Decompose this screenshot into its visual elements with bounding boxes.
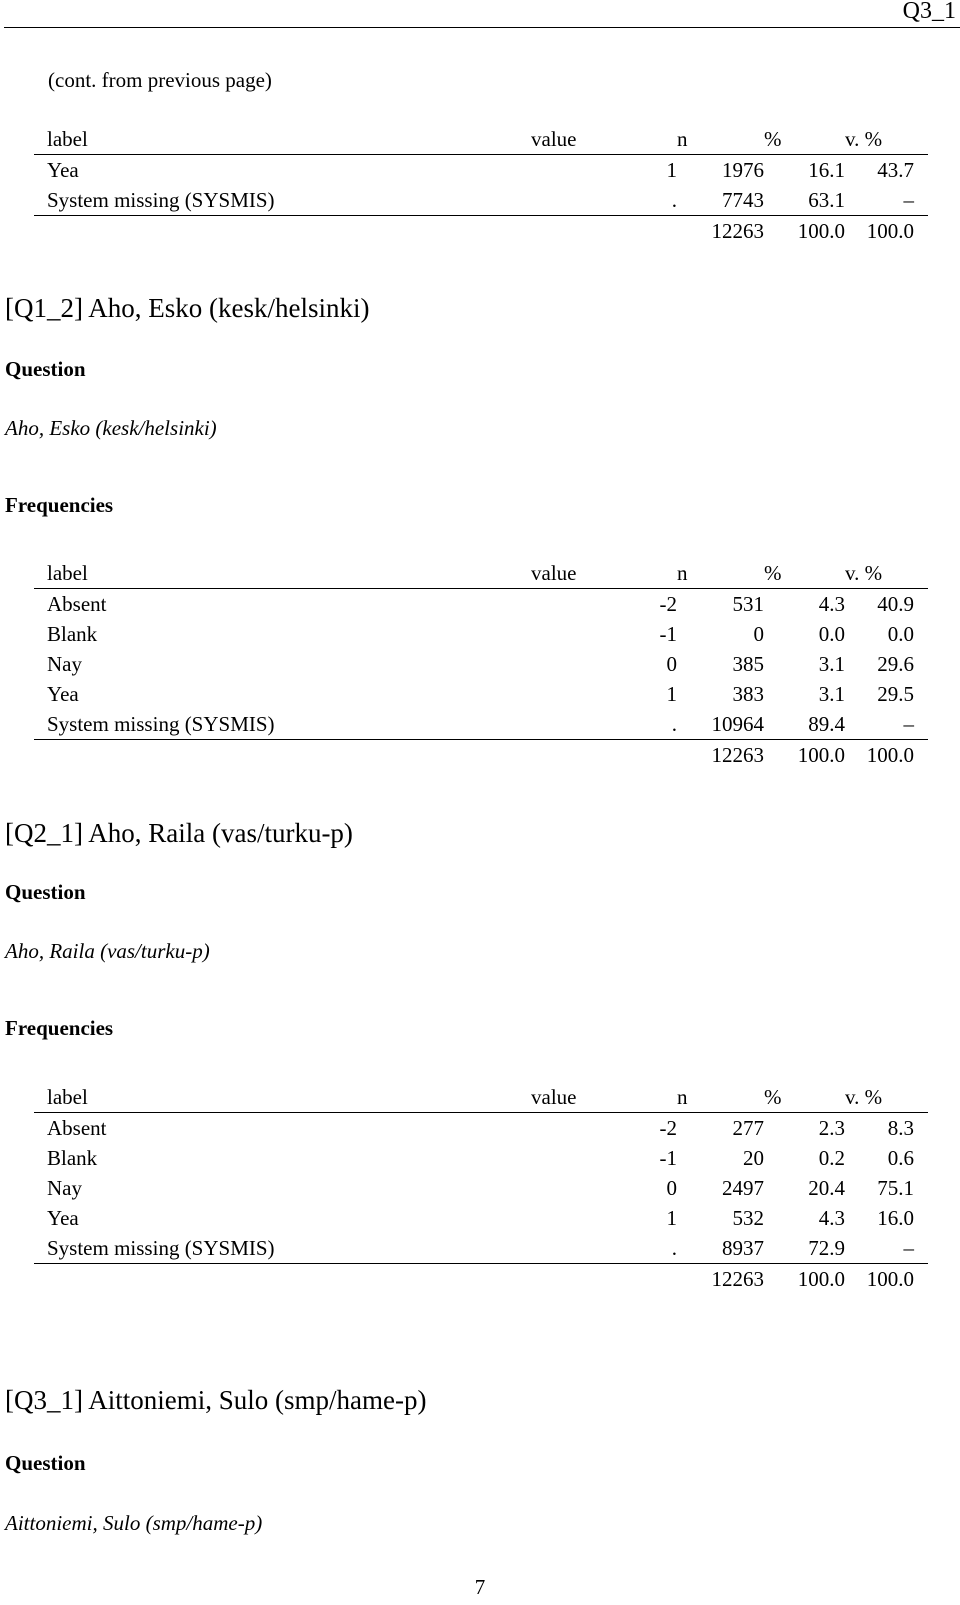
- cell-label: System missing (SYSMIS): [34, 709, 531, 740]
- table-row: [34, 185, 928, 216]
- header-rule: [4, 27, 960, 28]
- cell-n: 383: [732, 682, 764, 706]
- col-pct: %: [764, 1082, 845, 1113]
- col-label: label: [34, 1082, 531, 1113]
- col-n: n: [677, 558, 764, 589]
- cell-pct: 63.1: [764, 185, 845, 216]
- cell-label: Yea: [47, 158, 79, 182]
- cell-pct: 0.0: [818, 622, 845, 646]
- table-header-row: [34, 1082, 928, 1113]
- cell-vpct: 43.7: [877, 158, 914, 182]
- cell-value: .: [531, 185, 677, 216]
- frequency-table-q2-1: [34, 1082, 928, 1294]
- cell-value: -2: [659, 1116, 677, 1140]
- cell-value: 1: [666, 158, 677, 182]
- cell-n: 277: [732, 1116, 764, 1140]
- col-value: value: [531, 558, 677, 589]
- col-label: label: [34, 558, 531, 589]
- frequencies-heading: Frequencies: [5, 1016, 114, 1040]
- cell-n: 1976: [722, 158, 764, 182]
- cell-vpct: 40.9: [877, 592, 914, 616]
- col-n: n: [677, 124, 764, 155]
- question-text: Aho, Esko (kesk/helsinki): [5, 416, 217, 440]
- col-value: value: [531, 1082, 677, 1113]
- question-text: Aittoniemi, Sulo (smp/hame-p): [5, 1511, 263, 1535]
- cell-n: 531: [732, 592, 764, 616]
- cell-n: 8937: [677, 1233, 764, 1264]
- cell-label: Yea: [47, 682, 79, 706]
- page-number: 7: [474, 1575, 486, 1599]
- table-total-row: [34, 740, 928, 771]
- cell-value: -2: [659, 592, 677, 616]
- question-heading: Question: [5, 357, 86, 381]
- cell-label: Absent: [47, 1116, 107, 1140]
- cell-pct: 16.1: [808, 158, 845, 182]
- col-vpct: v. %: [845, 558, 928, 589]
- cell-pct: 100.0: [797, 743, 845, 767]
- cell-n: 20: [743, 1146, 764, 1170]
- cell-n: 12263: [711, 219, 764, 243]
- question-heading: Question: [5, 880, 86, 904]
- col-value: value: [531, 124, 677, 155]
- cell-n: 532: [732, 1206, 764, 1230]
- cell-value: [531, 216, 677, 247]
- running-header: [0, 0, 960, 28]
- frequency-table-q1-2: [34, 558, 928, 770]
- cell-vpct: 100.0: [866, 219, 914, 243]
- table-header-row: [34, 124, 928, 155]
- cell-pct: 100.0: [797, 1267, 845, 1291]
- cell-value: 1: [666, 1206, 677, 1230]
- cell-vpct: –: [845, 185, 928, 216]
- cell-value: .: [531, 709, 677, 740]
- cell-vpct: 0.6: [887, 1146, 914, 1170]
- cell-value: .: [531, 1233, 677, 1264]
- col-pct: %: [764, 124, 845, 155]
- cell-value: -1: [659, 622, 677, 646]
- table-row: [34, 1173, 928, 1203]
- cell-vpct: –: [845, 709, 928, 740]
- cell-vpct: 16.0: [877, 1206, 914, 1230]
- cell-pct: 2.3: [818, 1116, 845, 1140]
- section-title-q1-2: [Q1_2] Aho, Esko (kesk/helsinki): [5, 293, 370, 323]
- table-row: [34, 589, 928, 620]
- cell-value: [531, 740, 677, 771]
- cell-label: Blank: [47, 622, 98, 646]
- table-row: [34, 619, 928, 649]
- table-row: [34, 1233, 928, 1264]
- header-label: Q3_1: [902, 0, 956, 24]
- cell-value: [531, 1264, 677, 1295]
- cell-n: 10964: [677, 709, 764, 740]
- cell-n: 2497: [722, 1176, 764, 1200]
- cell-pct: 20.4: [808, 1176, 845, 1200]
- cell-value: 0: [666, 652, 677, 676]
- continuation-note: (cont. from previous page): [48, 68, 272, 92]
- cell-label: [34, 740, 531, 771]
- cell-vpct: 100.0: [866, 743, 914, 767]
- cell-vpct: 8.3: [887, 1116, 914, 1140]
- cell-n: 12263: [711, 1267, 764, 1291]
- cell-label: Nay: [47, 1176, 82, 1200]
- col-vpct: v. %: [845, 124, 928, 155]
- cell-pct: 4.3: [818, 592, 845, 616]
- col-n: n: [677, 1082, 764, 1113]
- question-text: Aho, Raila (vas/turku-p): [5, 939, 210, 963]
- cell-pct: 3.1: [818, 682, 845, 706]
- section-title-q2-1: [Q2_1] Aho, Raila (vas/turku-p): [5, 818, 353, 848]
- table-row: [34, 1143, 928, 1173]
- cell-pct: 4.3: [818, 1206, 845, 1230]
- section-title-q3-1: [Q3_1] Aittoniemi, Sulo (smp/hame-p): [5, 1385, 427, 1415]
- cell-label: System missing (SYSMIS): [34, 1233, 531, 1264]
- table-row: [34, 679, 928, 709]
- cell-pct: 100.0: [797, 219, 845, 243]
- cell-pct: 72.9: [764, 1233, 845, 1264]
- frequency-table-continued: [34, 124, 928, 246]
- cell-n: 12263: [711, 743, 764, 767]
- col-label: label: [34, 124, 531, 155]
- cell-vpct: –: [845, 1233, 928, 1264]
- cell-label: Nay: [47, 652, 82, 676]
- table-row: [34, 155, 928, 186]
- cell-value: 1: [666, 682, 677, 706]
- cell-value: 0: [666, 1176, 677, 1200]
- cell-label: Yea: [47, 1206, 79, 1230]
- cell-label: [34, 216, 531, 247]
- cell-pct: 3.1: [818, 652, 845, 676]
- cell-pct: 0.2: [818, 1146, 845, 1170]
- question-heading: Question: [5, 1451, 86, 1475]
- table-row: [34, 1113, 928, 1144]
- cell-value: -1: [659, 1146, 677, 1170]
- cell-vpct: 100.0: [866, 1267, 914, 1291]
- cell-vpct: 29.5: [877, 682, 914, 706]
- cell-label: Blank: [47, 1146, 98, 1170]
- table-row: [34, 1203, 928, 1233]
- table-total-row: [34, 1264, 928, 1295]
- cell-n: 0: [753, 622, 764, 646]
- cell-n: 385: [732, 652, 764, 676]
- frequencies-heading: Frequencies: [5, 493, 114, 517]
- cell-n: 7743: [677, 185, 764, 216]
- cell-label: System missing (SYSMIS): [34, 185, 531, 216]
- table-total-row: [34, 216, 928, 247]
- table-row: [34, 709, 928, 740]
- cell-vpct: 0.0: [887, 622, 914, 646]
- cell-pct: 89.4: [764, 709, 845, 740]
- table-row: [34, 649, 928, 679]
- cell-label: Absent: [47, 592, 107, 616]
- table-header-row: [34, 558, 928, 589]
- col-vpct: v. %: [845, 1082, 928, 1113]
- cell-vpct: 29.6: [877, 652, 914, 676]
- col-pct: %: [764, 558, 845, 589]
- cell-vpct: 75.1: [877, 1176, 914, 1200]
- cell-label: [34, 1264, 531, 1295]
